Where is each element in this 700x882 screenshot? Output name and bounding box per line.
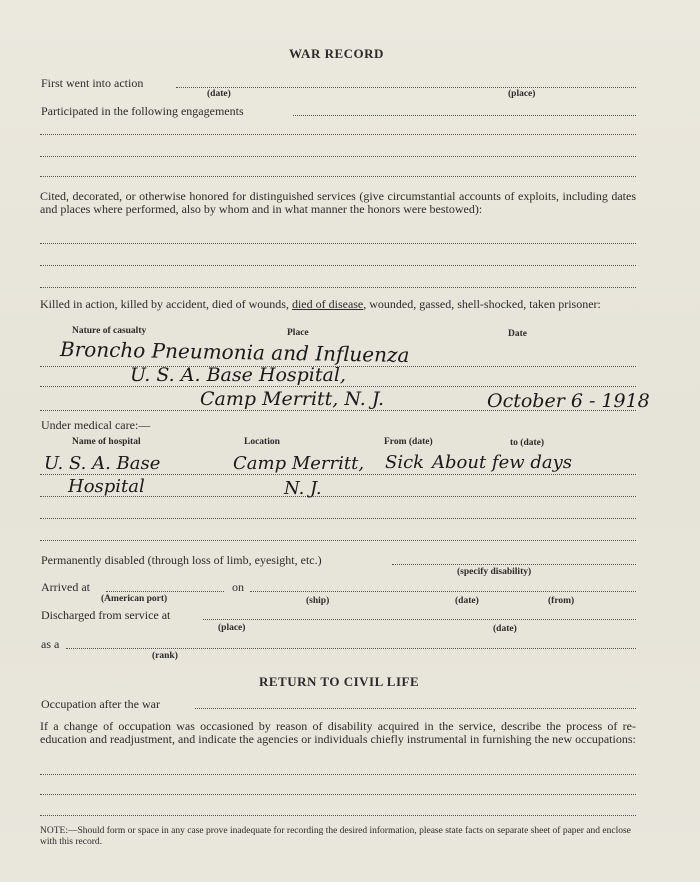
casualty-line (40, 386, 636, 387)
handwritten-date: October 6 - 1918 (487, 390, 650, 412)
occupation-line (195, 708, 636, 709)
change-line (40, 794, 636, 795)
handwritten-from: Sick (385, 452, 425, 473)
discharged-line (203, 619, 636, 620)
arrived-on-label: on (232, 580, 244, 594)
medical-label: Under medical care:— (41, 418, 151, 432)
rank-line (66, 648, 636, 649)
disabled-caption: (specify disability) (457, 567, 532, 577)
occupation-label: Occupation after the war (41, 697, 160, 711)
engagements-line (40, 156, 636, 157)
handwritten-to: About few days (432, 452, 573, 473)
handwritten-place-1: U. S. A. Base Hospital, (130, 364, 346, 386)
casualty-nature-header: Nature of casualty (72, 326, 147, 336)
to-date-header: to (date) (510, 438, 545, 448)
engagements-label: Participated in the following engagements (41, 104, 244, 118)
handwritten-nature: Broncho Pneumonia and Influenza (59, 336, 410, 368)
cited-paragraph: Cited, decorated, or otherwise honored for distinguished services (give circumstantial accounts of exploits, including dates and places where performed, also by whom and in what manner the honors were bestowed): (40, 189, 636, 216)
civil-life-title: RETURN TO CIVIL LIFE (259, 674, 420, 689)
hospital-location-header: Location (244, 437, 280, 447)
discharged-place-caption: (place) (218, 623, 246, 633)
first-action-date-caption: (date) (207, 89, 231, 99)
port-caption: (American port) (101, 594, 168, 604)
casualty-place-header: Place (287, 328, 309, 338)
rank-caption: (rank) (152, 651, 178, 661)
medical-line (40, 474, 636, 475)
cited-line (40, 243, 636, 244)
first-action-label: First went into action (41, 76, 144, 90)
change-line (40, 815, 636, 816)
first-action-line (176, 87, 636, 88)
as-a-label: as a (41, 637, 60, 651)
discharged-date-caption: (date) (493, 624, 517, 634)
from-date-header: From (date) (384, 437, 433, 447)
arrived-ship-line (250, 591, 636, 592)
discharged-label: Discharged from service at (41, 608, 171, 622)
cited-line (40, 287, 636, 288)
arrived-date-caption: (date) (455, 596, 479, 606)
medical-line (40, 540, 636, 541)
handwritten-location-1: Camp Merritt, (233, 453, 365, 474)
hospital-name-header: Name of hospital (72, 437, 141, 447)
casualty-date-header: Date (508, 329, 527, 339)
page-title: WAR RECORD (289, 46, 384, 61)
ship-caption: (ship) (306, 596, 330, 606)
handwritten-hospital-2: Hospital (68, 476, 145, 497)
engagements-line (40, 134, 636, 135)
engagements-line (40, 176, 636, 177)
casualty-marked-option: died of disease (291, 297, 364, 311)
casualty-paragraph: Killed in action, killed by accident, died of wounds, died of disease, wounded, gassed, shell-shocked, taken prisoner: (40, 297, 601, 311)
disabled-line (392, 564, 636, 565)
arrived-from-caption: (from) (548, 596, 575, 606)
cited-line (40, 265, 636, 266)
change-paragraph: If a change of occupation was occasioned by reason of disability acquired in the service, describe the process of re-education and readjustment, and indicate the agencies or individuals chiefly instrumental in furnishing the new occupations: (40, 719, 636, 746)
handwritten-place-2: Camp Merritt, N. J. (200, 388, 385, 410)
arrived-port-line (106, 591, 224, 592)
footnote: NOTE:—Should form or space in any case prove inadequate for recording the desired information, please state facts on separate sheet of paper and enclose with this record. (40, 826, 631, 847)
handwritten-hospital-1: U. S. A. Base (44, 453, 161, 474)
arrived-label: Arrived at (41, 580, 90, 594)
first-action-place-caption: (place) (508, 89, 536, 99)
change-line (40, 774, 636, 775)
handwritten-location-2: N. J. (284, 478, 322, 499)
medical-line (40, 518, 636, 519)
engagements-line (293, 115, 636, 116)
disabled-label: Permanently disabled (through loss of limb, eyesight, etc.) (41, 553, 322, 567)
